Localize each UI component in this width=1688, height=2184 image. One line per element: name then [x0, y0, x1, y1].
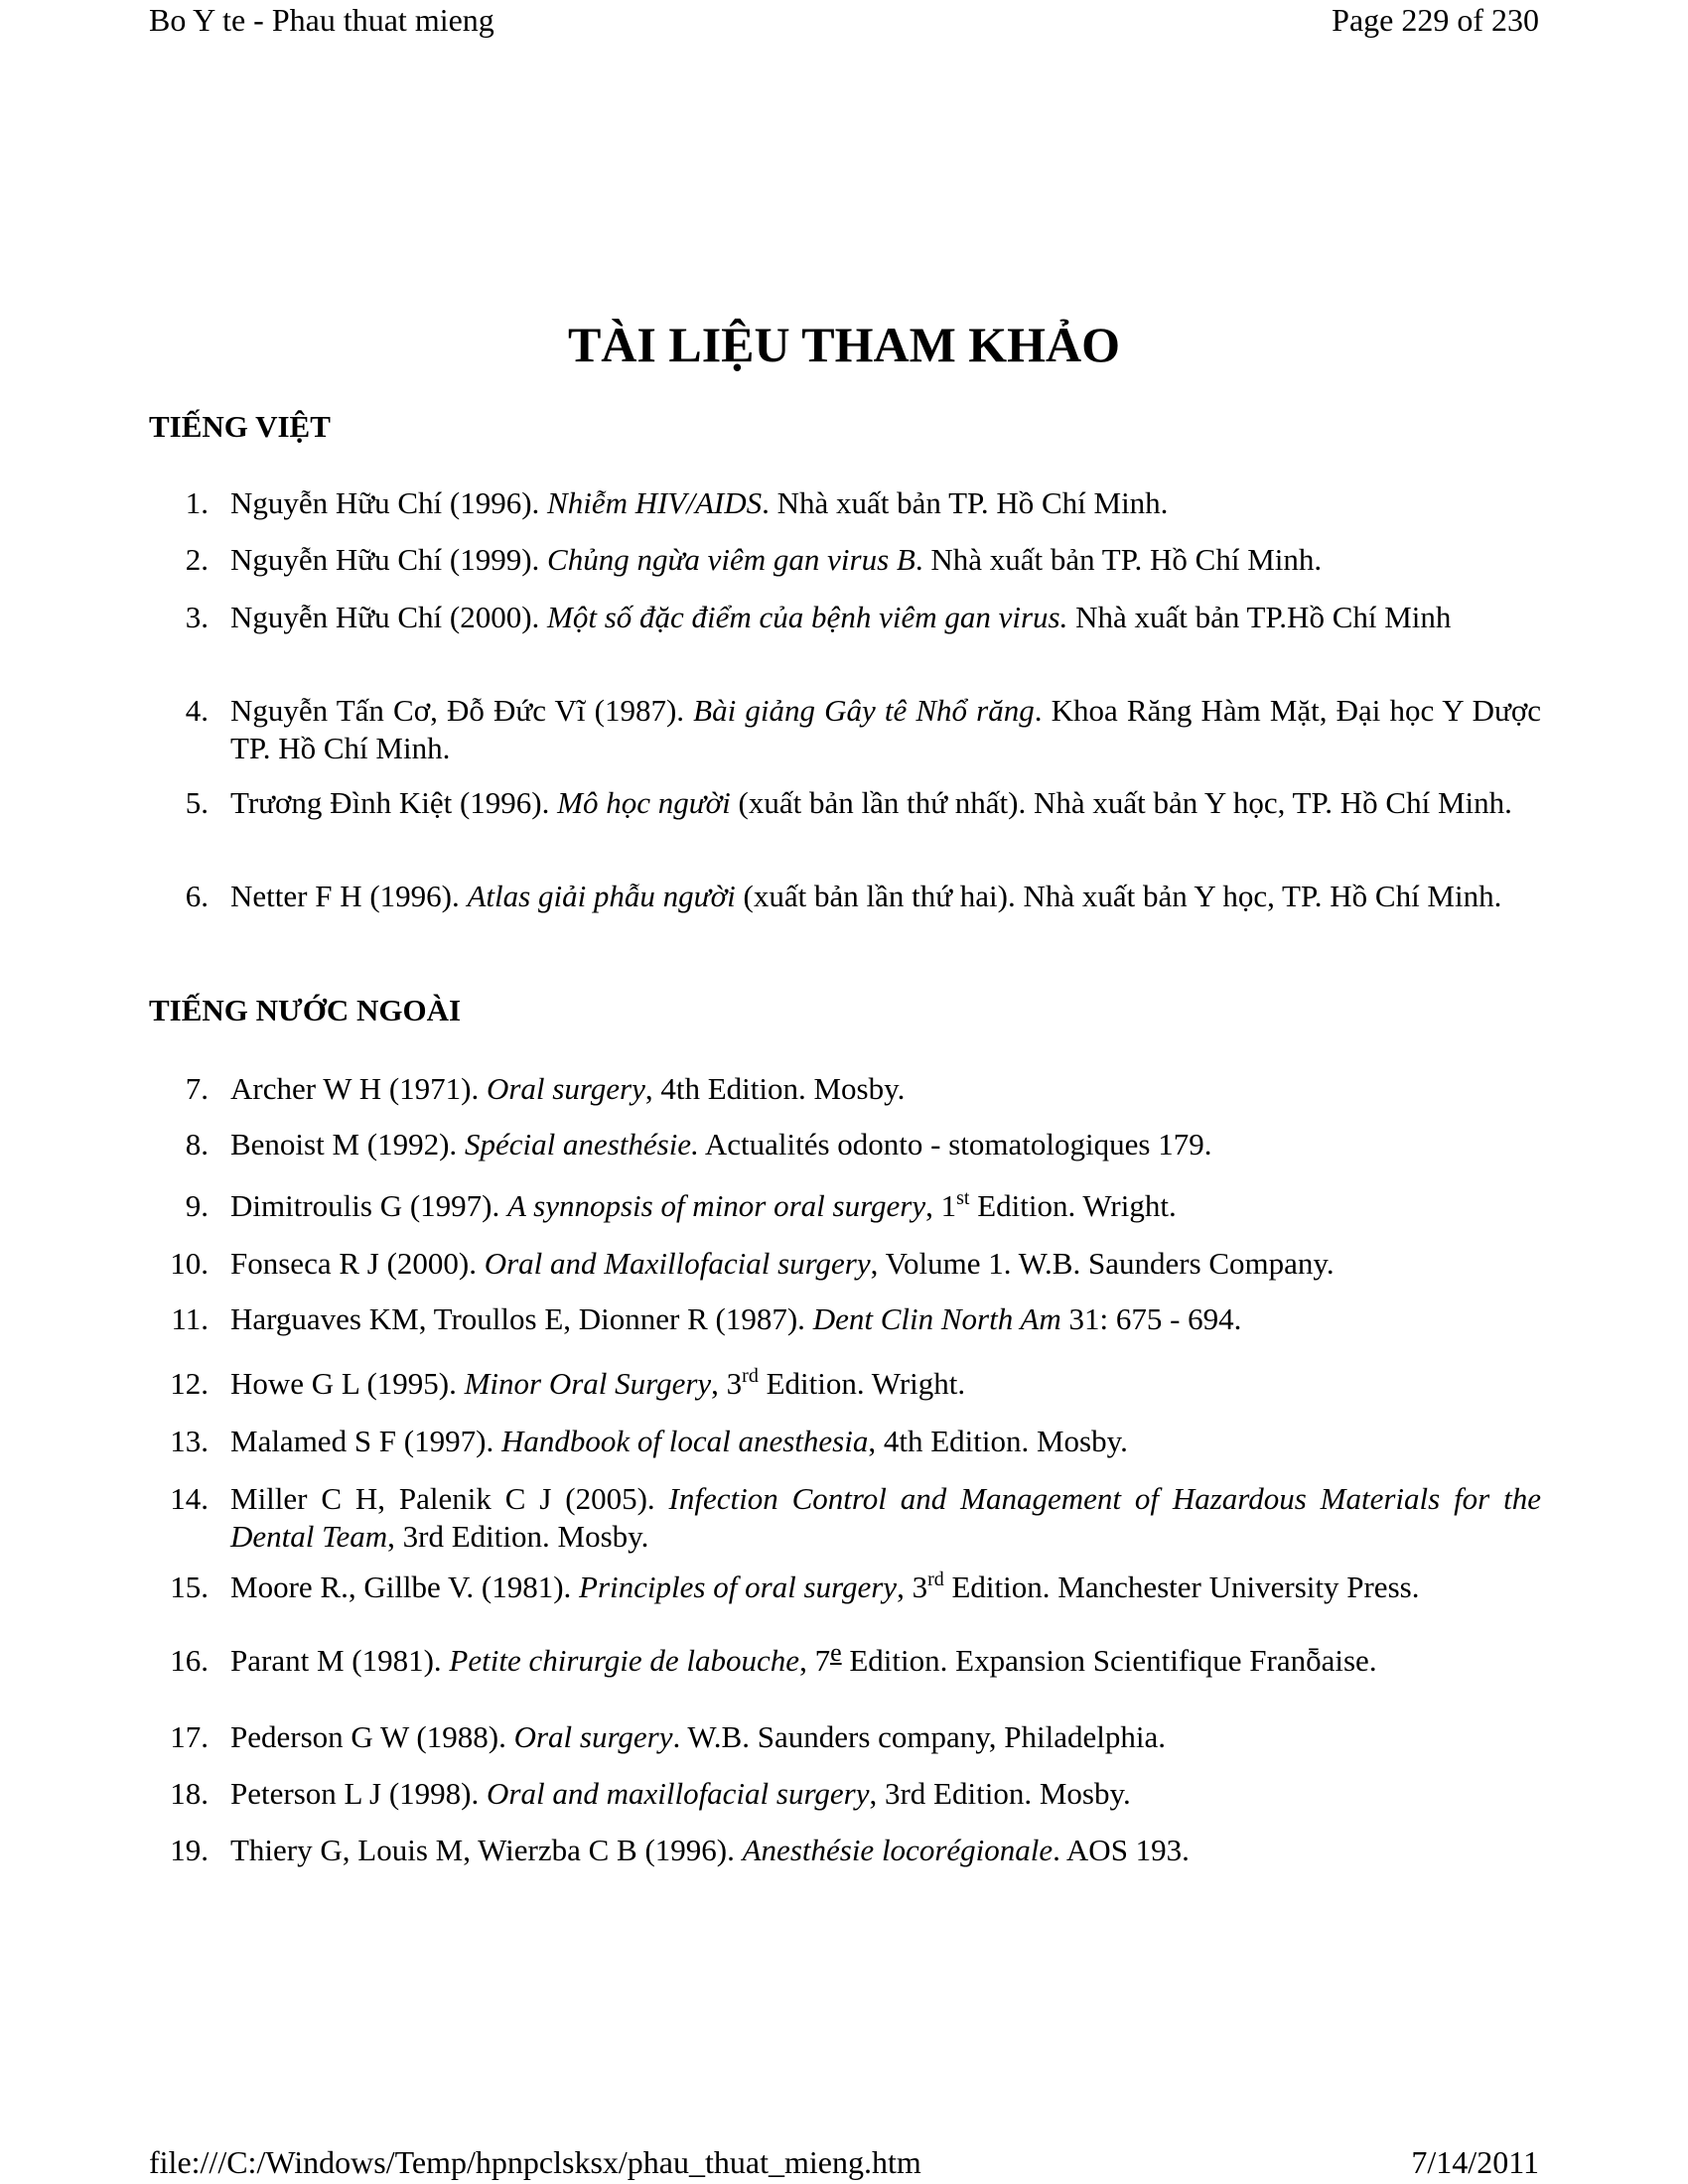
reference-item [149, 878, 1541, 915]
reference-number: 15. [170, 1570, 209, 1604]
reference-publisher: Actualités odonto - stomatologiques 179. [698, 1127, 1212, 1161]
reference-title: Oral surgery [486, 1071, 645, 1106]
reference-title: Spécial anesthésie. [464, 1127, 699, 1161]
reference-text [230, 1775, 1541, 1813]
reference-item [149, 1832, 1541, 1869]
reference-item [149, 1480, 1541, 1556]
footer-date: 7/14/2011 [1411, 2144, 1539, 2180]
reference-number: 7. [185, 1071, 209, 1106]
reference-text [230, 1718, 1541, 1756]
reference-edition-publisher: Edition. Wright. [969, 1188, 1177, 1223]
reference-item [149, 784, 1541, 822]
reference-title: Oral and maxillofacial surgery [487, 1776, 870, 1811]
reference-title: Dent Clin North Am [812, 1301, 1061, 1336]
reference-text [230, 1365, 1541, 1403]
reference-item [149, 599, 1541, 636]
reference-number: 8. [185, 1127, 209, 1161]
reference-number: 11. [171, 1301, 209, 1336]
reference-number: 6. [185, 879, 209, 913]
reference-item [149, 1569, 1541, 1606]
reference-authors-year: Malamed S F (1997). [230, 1424, 501, 1458]
reference-title: Handbook of local anesthesia [500, 1424, 869, 1458]
reference-publisher: , 1 [925, 1188, 957, 1223]
section-heading-foreign: TIẾNG NƯỚC NGOÀI [149, 993, 462, 1027]
reference-number: 10. [170, 1246, 209, 1281]
reference-number: 3. [185, 600, 209, 634]
reference-item [149, 1365, 1541, 1403]
reference-item [149, 1126, 1541, 1163]
reference-item [149, 484, 1541, 522]
reference-item [149, 1638, 1541, 1682]
reference-item [149, 541, 1541, 579]
reference-text [230, 541, 1541, 579]
reference-title: Mô học người [557, 785, 731, 820]
reference-number: 17. [170, 1719, 209, 1754]
edition-superscript: rd [927, 1569, 944, 1590]
reference-authors-year: Fonseca R J (2000). [230, 1246, 485, 1281]
reference-title: Bài giảng Gây tê Nhổ răng [693, 693, 1035, 728]
reference-publisher: 31: 675 - 694. [1060, 1301, 1242, 1336]
reference-publisher: . W.B. Saunders company, Philadelphia. [672, 1719, 1166, 1754]
header-page-number: Page 229 of 230 [1332, 2, 1539, 38]
footer-file-path: file:///C:/Windows/Temp/hpnpclsksx/phau_thuat_mieng.htm [149, 2144, 921, 2180]
reference-number: 12. [170, 1366, 209, 1401]
reference-number: 9. [185, 1188, 209, 1223]
reference-authors-year: Harguaves KM, Troullos E, Dionner R (1987). [230, 1301, 813, 1336]
reference-authors-year: Thiery G, Louis M, Wierzba C B (1996). [230, 1833, 743, 1867]
reference-text [230, 878, 1541, 915]
reference-text [230, 1832, 1541, 1869]
reference-title: Petite chirurgie de labouche [449, 1643, 800, 1678]
reference-publisher: , 7 [799, 1643, 831, 1678]
reference-text [230, 692, 1541, 767]
reference-number: 18. [170, 1776, 209, 1811]
reference-title: Chủng ngừa viêm gan virus B [547, 542, 915, 577]
reference-text [230, 784, 1541, 822]
reference-item [149, 1070, 1541, 1108]
reference-text [230, 1569, 1541, 1606]
reference-authors-year: Nguyễn Tấn Cơ, Đỗ Đức Vĩ (1987). [230, 693, 694, 728]
reference-publisher: (xuất bản lần thứ hai). Nhà xuất bản Y học, TP. Hồ Chí Minh. [735, 879, 1502, 913]
reference-authors-year: Pederson G W (1988). [230, 1719, 514, 1754]
reference-title: Minor Oral Surgery [464, 1366, 712, 1401]
reference-title: Atlas giải phẫu người [467, 879, 736, 913]
reference-text [230, 1423, 1541, 1460]
reference-edition-publisher: Edition. Expansion Scientifique Franȭaise. [841, 1643, 1377, 1678]
reference-publisher: . Khoa Răng Hàm Mặt, Đại học Y Dược TP. Hồ Chí Minh. [230, 693, 1541, 765]
reference-item [149, 1718, 1541, 1756]
page-title: TÀI LIỆU THAM KHẢO [567, 317, 1121, 372]
reference-title: A synnopsis of minor oral surgery [507, 1188, 926, 1223]
reference-text [230, 1245, 1541, 1283]
reference-number: 16. [170, 1643, 209, 1678]
reference-title: Nhiễm HIV/AIDS [547, 485, 763, 520]
reference-number: 14. [170, 1481, 209, 1516]
reference-number: 5. [185, 785, 209, 820]
reference-authors-year: Dimitroulis G (1997). [230, 1188, 507, 1223]
reference-authors-year: Benoist M (1992). [230, 1127, 465, 1161]
reference-publisher: , 3rd Edition. Mosby. [387, 1519, 649, 1554]
reference-item [149, 1245, 1541, 1283]
reference-edition-publisher: Edition. Manchester University Press. [943, 1570, 1420, 1604]
reference-authors-year: Miller C H, Palenik C J (2005). [230, 1481, 669, 1516]
reference-edition-publisher: Edition. Wright. [758, 1366, 966, 1401]
reference-text [230, 1070, 1541, 1108]
edition-superscript: st [956, 1187, 970, 1209]
reference-number: 19. [170, 1833, 209, 1867]
reference-text [230, 1300, 1541, 1338]
edition-ordinal: e [830, 1638, 842, 1667]
reference-text [230, 1480, 1541, 1556]
reference-title: Anesthésie locorégionale [742, 1833, 1054, 1867]
edition-superscript: rd [742, 1365, 759, 1387]
reference-item [149, 1187, 1541, 1225]
reference-authors-year: Howe G L (1995). [230, 1366, 465, 1401]
reference-publisher: , 3rd Edition. Mosby. [869, 1776, 1131, 1811]
reference-item [149, 692, 1541, 767]
reference-publisher: . AOS 193. [1053, 1833, 1190, 1867]
reference-authors-year: Archer W H (1971). [230, 1071, 487, 1106]
header-document-title: Bo Y te - Phau thuat mieng [149, 2, 494, 38]
reference-text [230, 1187, 1541, 1225]
reference-publisher: . Nhà xuất bản TP. Hồ Chí Minh. [914, 542, 1323, 577]
reference-publisher: , 3 [711, 1366, 743, 1401]
reference-authors-year: Nguyễn Hữu Chí (2000). [230, 600, 548, 634]
reference-publisher: Nhà xuất bản TP.Hồ Chí Minh [1067, 600, 1452, 634]
reference-authors-year: Parant M (1981). [230, 1643, 450, 1678]
reference-title: Oral surgery [513, 1719, 673, 1754]
reference-publisher: (xuất bản lần thứ nhất). Nhà xuất bản Y học, TP. Hồ Chí Minh. [730, 785, 1512, 820]
reference-authors-year: Moore R., Gillbe V. (1981). [230, 1570, 580, 1604]
section-heading-vietnamese: TIẾNG VIỆT [149, 409, 331, 444]
reference-number: 13. [170, 1424, 209, 1458]
reference-text [230, 1126, 1541, 1163]
reference-publisher: , 4th Edition. Mosby. [868, 1424, 1128, 1458]
reference-publisher: , 3 [897, 1570, 928, 1604]
reference-text [230, 1638, 1541, 1682]
reference-number: 2. [185, 542, 209, 577]
reference-authors-year: Nguyễn Hữu Chí (1996). [230, 485, 548, 520]
reference-text [230, 599, 1541, 636]
reference-text [230, 484, 1541, 522]
reference-authors-year: Nguyễn Hữu Chí (1999). [230, 542, 548, 577]
reference-authors-year: Netter F H (1996). [230, 879, 468, 913]
reference-title: Oral and Maxillofacial surgery [484, 1246, 871, 1281]
reference-number: 1. [185, 485, 209, 520]
reference-authors-year: Peterson L J (1998). [230, 1776, 488, 1811]
reference-publisher: , Volume 1. W.B. Saunders Company. [870, 1246, 1335, 1281]
reference-number: 4. [185, 693, 209, 728]
reference-title: Một số đặc điểm của bệnh viêm gan virus. [547, 600, 1068, 634]
reference-item [149, 1423, 1541, 1460]
reference-item [149, 1300, 1541, 1338]
reference-item [149, 1775, 1541, 1813]
reference-title: Principles of oral surgery [579, 1570, 898, 1604]
reference-authors-year: Trương Đình Kiệt (1996). [230, 785, 558, 820]
reference-publisher: , 4th Edition. Mosby. [644, 1071, 906, 1106]
reference-title: Infection Control and Management of Hazardous Materials for the Dental Team [230, 1481, 1541, 1554]
reference-publisher: . Nhà xuất bản TP. Hồ Chí Minh. [762, 485, 1169, 520]
